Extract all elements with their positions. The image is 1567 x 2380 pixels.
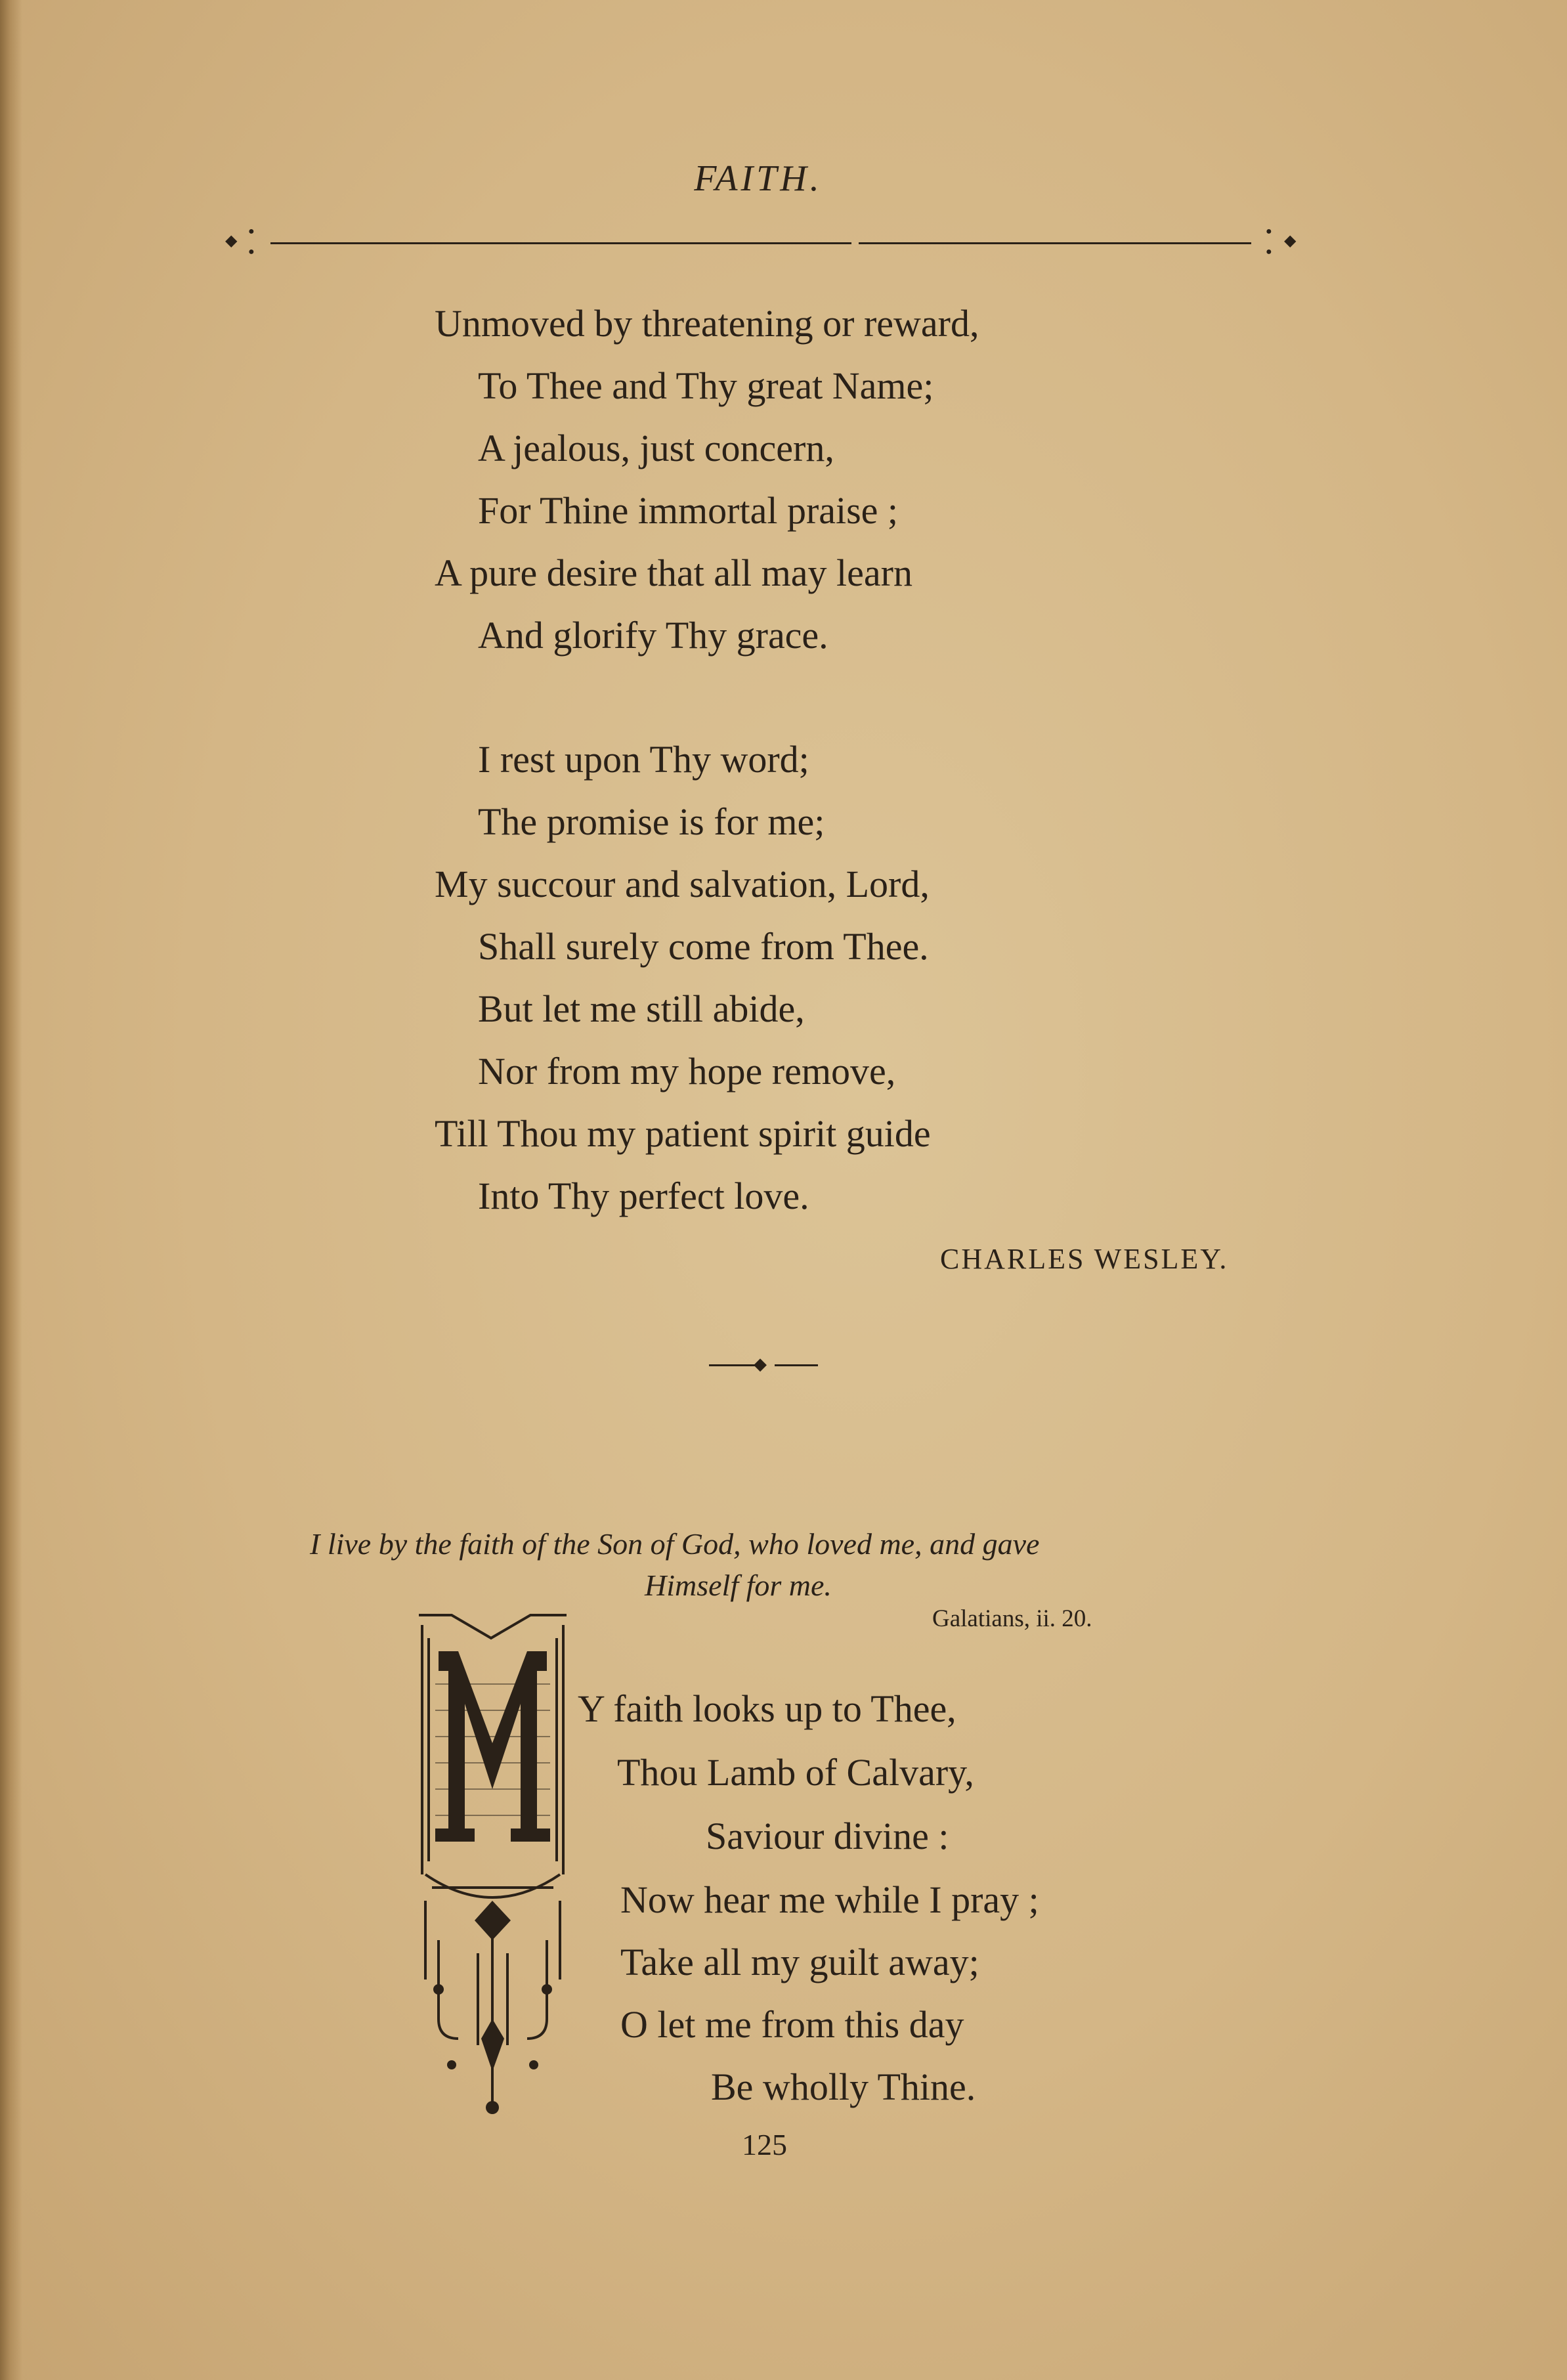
header-rule-left — [270, 242, 851, 244]
poem-line: Now hear me while I pray ; — [620, 1878, 1039, 1921]
poem-line: Shall surely come from Thee. — [478, 925, 929, 968]
poem-line: O let me from this day — [620, 2003, 964, 2046]
poem-line: Be wholly Thine. — [711, 2066, 976, 2108]
poem-line: I rest upon Thy word; — [478, 738, 809, 781]
ornament-dot-left-bottom: ● — [248, 246, 255, 257]
header-rule-right — [859, 242, 1251, 244]
page-title: FAITH. — [694, 158, 823, 199]
scripture-reference: Galatians, ii. 20. — [932, 1605, 1092, 1632]
ornament-dot-left: ◆ — [225, 232, 238, 249]
page-number: 125 — [742, 2128, 787, 2161]
separator-line-right — [775, 1364, 818, 1366]
separator-diamond-icon: ◆ — [754, 1354, 767, 1374]
ornament-dot-right: ◆ — [1284, 232, 1297, 249]
poem-line: Thou Lamb of Calvary, — [617, 1751, 974, 1794]
poem-line: The promise is for me; — [478, 800, 825, 843]
ornament-dot-left-top: ● — [248, 226, 255, 237]
poem-line: A pure desire that all may learn — [435, 552, 912, 594]
poem-line: Till Thou my patient spirit guide — [435, 1112, 931, 1155]
poem-line: Y faith looks up to Thee, — [578, 1687, 956, 1730]
poem-line: Into Thy perfect love. — [478, 1175, 809, 1217]
poem-author: CHARLES WESLEY. — [940, 1243, 1229, 1275]
poem-line: Nor from my hope remove, — [478, 1050, 896, 1093]
poem-line: A jealous, just concern, — [478, 427, 834, 469]
poem-line: Take all my guilt away; — [620, 1941, 979, 1983]
poem-line: My succour and salvation, Lord, — [435, 863, 930, 905]
epigraph-line: I live by the faith of the Son of God, who loved me, and gave — [310, 1527, 1040, 1561]
poem-line: Saviour divine : — [706, 1815, 949, 1857]
dropcap-letter: M — [492, 1808, 493, 1809]
ornament-dot-right-bottom: ● — [1266, 246, 1272, 257]
ornament-dot-right-top: ● — [1266, 226, 1272, 237]
epigraph-line: Himself for me. — [645, 1569, 832, 1602]
poem-line: To Thee and Thy great Name; — [478, 364, 934, 407]
poem-line: But let me still abide, — [478, 987, 805, 1030]
poem-line: For Thine immortal praise ; — [478, 489, 899, 532]
poem-line: And glorify Thy grace. — [478, 614, 828, 657]
book-spine-edge — [0, 0, 22, 2380]
poem-line: Unmoved by threatening or reward, — [435, 302, 979, 345]
dropcap-ornament — [412, 1612, 573, 2117]
